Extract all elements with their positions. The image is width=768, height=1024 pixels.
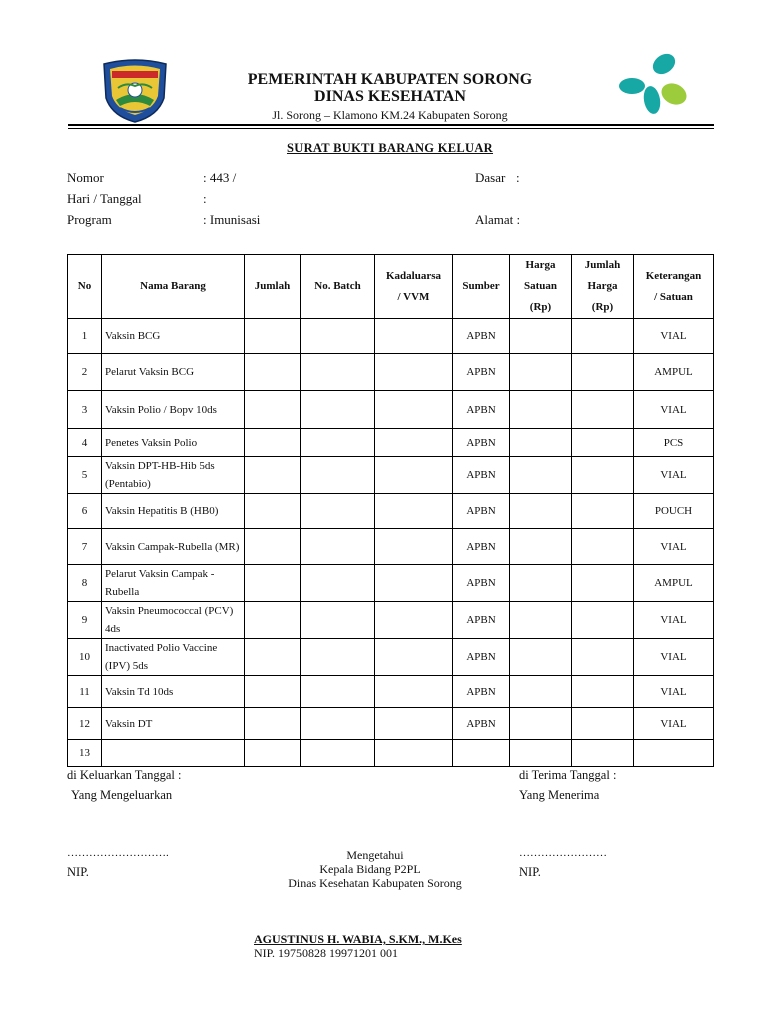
diterima-tanggal-label: di Terima Tanggal : xyxy=(519,768,617,782)
nip-right-label: NIP. xyxy=(519,865,541,879)
table-row: 11 Vaksin Td 10ds APBN VIAL xyxy=(68,676,714,708)
col-header-jumlah-harga: Jumlah Harga (Rp) xyxy=(572,255,634,319)
mengetahui-label: Mengetahui xyxy=(346,848,404,862)
table-row: 2 Pelarut Vaksin BCG APBN AMPUL xyxy=(68,354,714,391)
official-name: AGUSTINUS H. WABIA, S.KM., M.Kes xyxy=(254,932,462,946)
col-header-harga-satuan: Harga Satuan (Rp) xyxy=(510,255,572,319)
signature-line-left: ………………………. xyxy=(67,847,169,859)
program-label: Program xyxy=(67,212,112,227)
document-title: SURAT BUKTI BARANG KELUAR xyxy=(286,141,494,155)
signature-line-right: …………………… xyxy=(519,847,607,859)
nomor-label: Nomor xyxy=(67,170,104,185)
hari-tanggal-label: Hari / Tanggal xyxy=(67,191,142,206)
header-line1: PEMERINTAH KABUPATEN SORONG xyxy=(247,71,533,88)
yang-mengeluarkan-label: Yang Mengeluarkan xyxy=(71,788,173,802)
col-header-no-batch: No. Batch xyxy=(301,255,375,319)
col-header-kadaluarsa: Kadaluarsa / VVM xyxy=(375,255,453,319)
table-row: 8 Pelarut Vaksin Campak - Rubella APBN AMPUL xyxy=(68,565,714,602)
col-header-sumber: Sumber xyxy=(453,255,510,319)
col-header-keterangan: Keterangan / Satuan xyxy=(634,255,714,319)
table-row: 5 Vaksin DPT-HB-Hib 5ds (Pentabio) APBN VIAL xyxy=(68,457,714,494)
table-row: 10 Inactivated Polio Vaccine (IPV) 5ds APBN VIAL xyxy=(68,639,714,676)
table-row: 7 Vaksin Campak-Rubella (MR) APBN VIAL xyxy=(68,529,714,565)
instansi-label: Dinas Kesehatan Kabupaten Sorong xyxy=(288,876,462,890)
hari-tanggal-value: : xyxy=(203,191,207,206)
yang-menerima-label: Yang Menerima xyxy=(519,788,600,802)
table-row: 12 Vaksin DT APBN VIAL xyxy=(68,708,714,740)
table-header-row xyxy=(68,255,714,319)
header-address: Jl. Sorong – Klamono KM.24 Kabupaten Sorong xyxy=(272,108,508,122)
jabatan-label: Kepala Bidang P2PL xyxy=(319,862,421,876)
table-row: 9 Vaksin Pneumococcal (PCV) 4ds APBN VIAL xyxy=(68,602,714,639)
program-value: : Imunisasi xyxy=(203,212,261,227)
col-header-jumlah: Jumlah xyxy=(245,255,301,319)
table-row: 6 Vaksin Hepatitis B (HB0) APBN POUCH xyxy=(68,494,714,529)
header-line2: DINAS KESEHATAN xyxy=(314,88,466,105)
items-table xyxy=(67,254,714,767)
alamat-label: Alamat : xyxy=(475,212,521,227)
col-header-nama-barang: Nama Barang xyxy=(102,255,245,319)
dasar-value: : xyxy=(516,170,520,185)
dikeluarkan-tanggal-label: di Keluarkan Tanggal : xyxy=(67,768,182,782)
table-row: 4 Penetes Vaksin Polio APBN PCS xyxy=(68,429,714,457)
table-row: 1 Vaksin BCG APBN VIAL xyxy=(68,319,714,354)
table-row: 3 Vaksin Polio / Bopv 10ds APBN VIAL xyxy=(68,391,714,429)
nip-left-label: NIP. xyxy=(67,865,89,879)
col-header-no: No xyxy=(68,255,102,319)
header-divider-thin xyxy=(68,128,714,129)
table-row: 13 xyxy=(68,740,714,767)
official-nip: NIP. 19750828 19971201 001 xyxy=(254,946,399,960)
dasar-label: Dasar xyxy=(475,170,506,185)
header-divider xyxy=(68,124,714,126)
nomor-value: : 443 / xyxy=(203,170,237,185)
